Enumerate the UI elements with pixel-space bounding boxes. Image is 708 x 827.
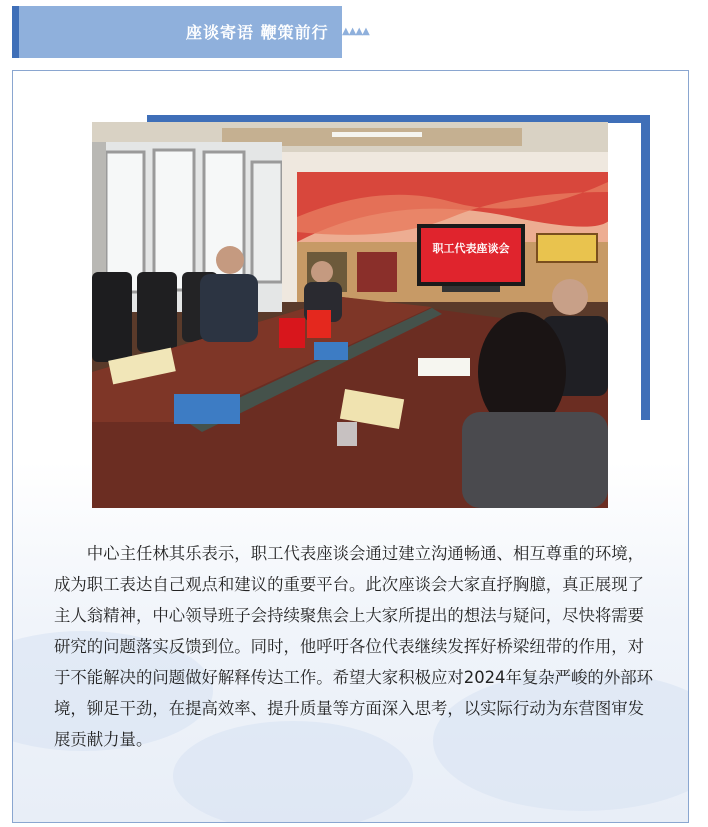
triangle-decoration-icon: ▲▲▲▲ [342, 26, 369, 37]
meeting-photo-illustration [92, 122, 608, 508]
section-title: 座谈寄语 鞭策前行 [186, 23, 329, 42]
meeting-photo [92, 122, 608, 508]
banner-text: 职工代表座谈会 [432, 242, 510, 255]
article-paragraph: 中心主任林其乐表示，职工代表座谈会通过建立沟通畅通、相互尊重的环境，成为职工表达自己观点和建议的重要平台。此次座谈会大家直抒胸臆，真正展现了主人翁精神，中心领导班子会持续聚焦会上大家所提出的想法与疑问，尽快将需要研究的问题落实反馈到位。同时，他呼吁各位代表继续发挥好桥梁纽带的作用，对于不能解决的问题做好解释传达工作。希望大家积极应对2024年复杂严峻的外部环境，铆足干劲，在提高效率、提升质量等方面深入思考，以实际行动为东营图审发展贡献力量。 [54, 544, 653, 749]
photo-accent-bar-right [641, 115, 650, 420]
